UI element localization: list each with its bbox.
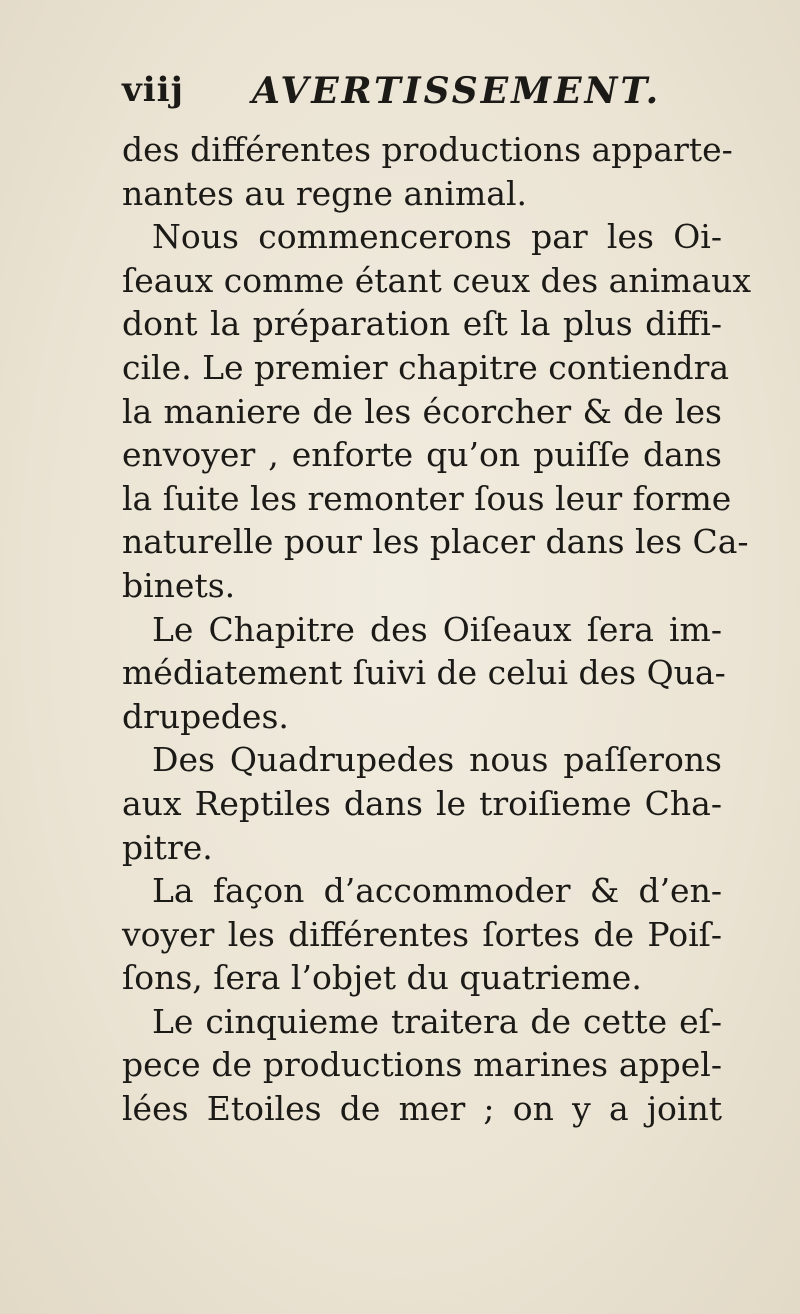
text-line: envoyer , enforte qu’on puiſſe dans [122, 435, 722, 475]
text-line: drupedes. [122, 696, 289, 736]
text-line: voyer les différentes ſortes de Poiſ- [122, 914, 722, 954]
text-line: La façon d’accommoder & d’en- [152, 871, 722, 911]
text-line: pitre. [122, 827, 213, 867]
text-line: Le Chapitre des Oiſeaux ſera im- [152, 609, 722, 649]
text-line: ſons, ſera l’objet du quatrieme. [122, 958, 642, 998]
running-title: AVERTISSEMENT. [252, 70, 662, 112]
text-line: ſeaux comme étant ceux des animaux [122, 260, 751, 300]
text-line: des différentes productions apparte- [122, 130, 733, 169]
text-line: la ſuite les remonter ſous leur forme [122, 478, 732, 518]
body-text [122, 128, 751, 1131]
text-line: Le cinquieme traitera de cette eſ- [152, 1001, 722, 1041]
text-line: aux Reptiles dans le troiſieme Cha- [122, 783, 722, 823]
text-line: lées Etoiles de mer ; on y a joint [122, 1089, 722, 1129]
page-header [122, 70, 722, 120]
text-line: pece de productions marines appel- [122, 1045, 722, 1085]
text-line: médiatement ſuivi de celui des Qua- [122, 653, 726, 693]
text-line: naturelle pour les placer dans les Ca- [122, 522, 749, 562]
text-line: dont la préparation eſt la plus diffi- [122, 304, 722, 344]
text-line: cile. Le premier chapitre contiendra [122, 347, 730, 387]
text-line: nantes au regne animal. [122, 173, 528, 213]
text-line: binets. [122, 565, 236, 605]
text-line: la maniere de les écorcher & de les [122, 391, 722, 431]
text-line: Nous commencerons par les Oi- [152, 217, 722, 257]
page-number: viij [122, 70, 184, 110]
text-line: Des Quadrupedes nous paſſerons [152, 740, 722, 780]
